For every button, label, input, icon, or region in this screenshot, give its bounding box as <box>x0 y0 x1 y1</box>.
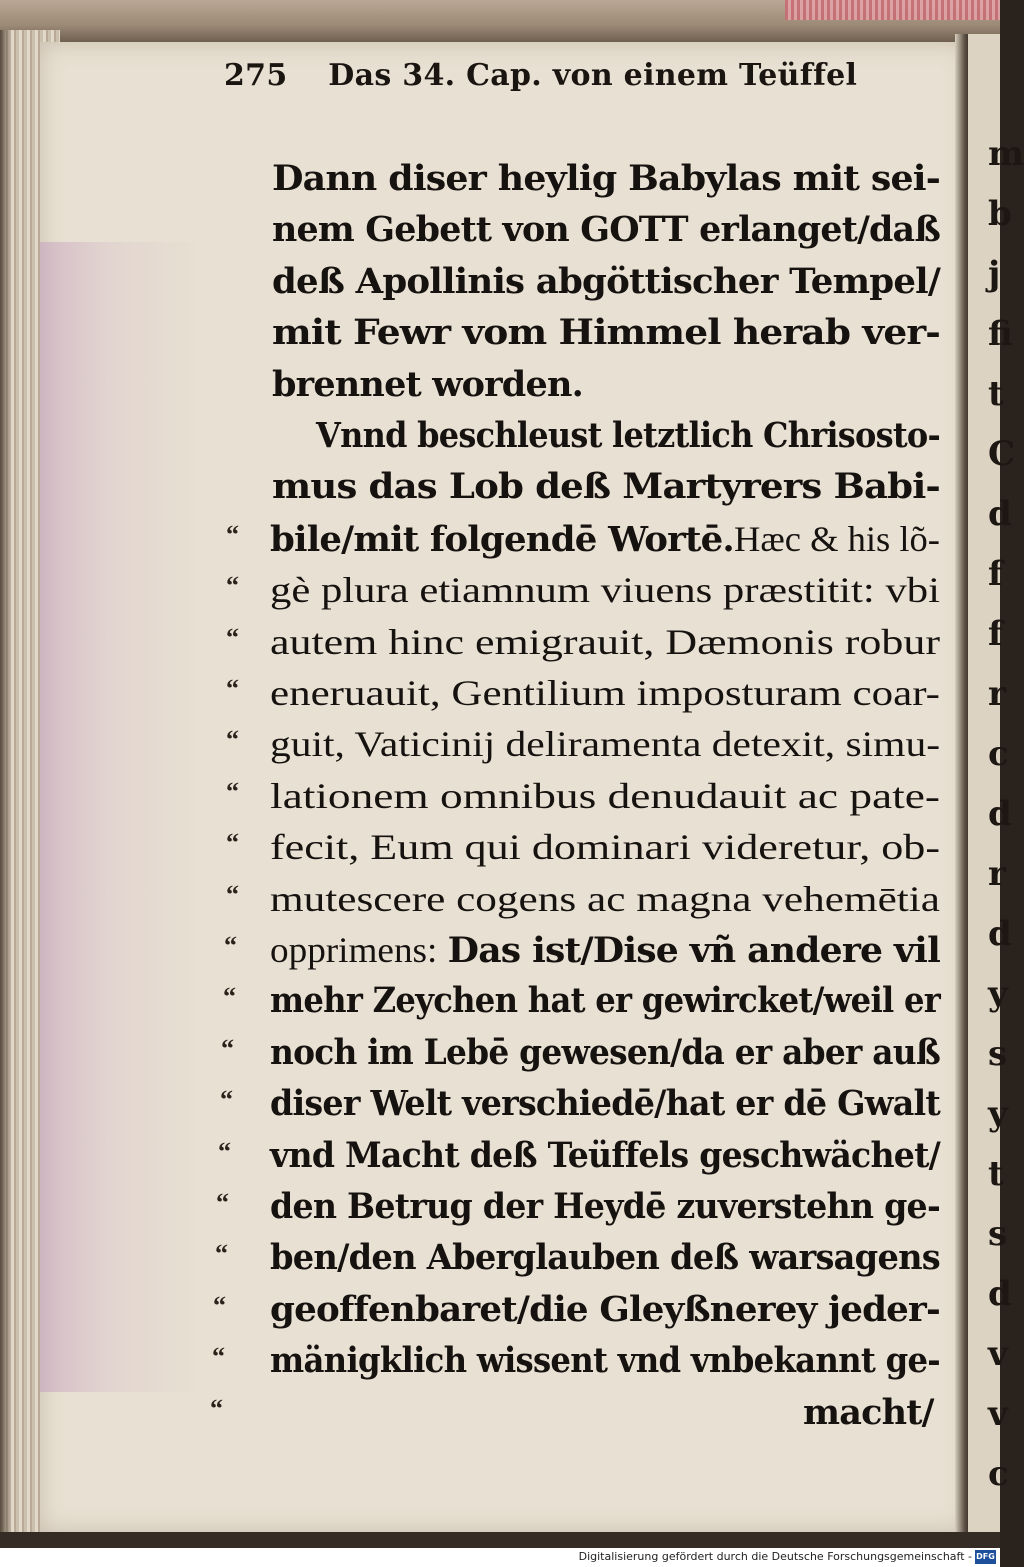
quotation-mark: “ <box>226 828 239 857</box>
quotation-mark: “ <box>218 1137 231 1166</box>
text-line <box>270 518 940 560</box>
quotation-mark: “ <box>223 982 236 1011</box>
adjacent-page-letter: b <box>988 194 1012 234</box>
text-line <box>272 209 943 250</box>
line-text: mutescere cogens ac magna vehemētia <box>270 879 940 919</box>
dfg-logo: DFG <box>975 1550 996 1564</box>
text-line <box>270 1135 978 1176</box>
line-text: autem hinc emigrauit, Dæmonis robur <box>270 622 940 662</box>
line-text: diser Welt verschiedē/hat er dē Gwalt <box>270 1083 941 1124</box>
quotation-mark: “ <box>226 725 239 754</box>
adjacent-page-letter: t <box>988 1154 1004 1194</box>
quotation-mark: “ <box>212 1342 225 1371</box>
line-text: ben/den Aberglauben deß warsagens <box>270 1237 940 1278</box>
adjacent-page-letter: d <box>988 494 1012 534</box>
adjacent-page-letter: t <box>988 374 1004 414</box>
text-line <box>270 1032 984 1073</box>
text-line <box>270 980 997 1021</box>
text-line <box>270 672 940 714</box>
page-edge-shadow <box>0 30 12 1567</box>
quotation-mark: “ <box>210 1394 223 1423</box>
line-text: guit, Vaticinij deliramenta detexit, simu- <box>270 724 941 764</box>
adjacent-page-letter: v <box>988 1334 1008 1374</box>
quotation-mark: “ <box>215 1239 228 1268</box>
text-line <box>270 569 941 611</box>
line-text: deß Apollinis abgöttischer Tempel/ <box>272 261 940 302</box>
text-line <box>270 826 941 868</box>
quotation-mark: “ <box>220 1085 233 1114</box>
text-line <box>272 466 940 507</box>
line-text: vnd Macht deß Teüffels geschwächet/ <box>270 1135 941 1176</box>
line-text: brennet worden. <box>272 364 583 405</box>
adjacent-page-letter: d <box>988 1274 1012 1314</box>
adjacent-page-letter: v <box>988 1394 1008 1434</box>
adjacent-page-letter: s <box>988 1214 1008 1254</box>
text-line <box>270 929 940 971</box>
adjacent-page-letter: r <box>988 674 1006 714</box>
text-line <box>316 415 999 456</box>
page-number: 275 <box>224 58 288 93</box>
quotation-mark: “ <box>213 1291 226 1320</box>
adjacent-page-letter: c <box>988 1454 1009 1494</box>
text-line <box>270 878 940 920</box>
line-text: Hæc & his lõ- <box>733 519 940 559</box>
text-line <box>803 1392 934 1433</box>
line-text: mit Fewr vom Himmel herab ver- <box>272 312 941 353</box>
line-text: mus das Lob deß Martyrers Babi- <box>272 466 940 507</box>
text-line <box>270 1237 967 1278</box>
adjacent-page-letter: fi <box>988 314 1013 354</box>
quotation-mark: “ <box>226 623 239 652</box>
adjacent-page-letter: C <box>988 434 1016 474</box>
adjacent-page-letter: m <box>988 134 1024 174</box>
text-line <box>270 621 940 663</box>
line-text: mehr Zeychen hat er gewircket/weil er <box>270 980 941 1021</box>
line-text: Das ist/Dise vñ andere vil <box>447 930 940 971</box>
line-text: macht/ <box>803 1392 934 1433</box>
adjacent-page-letter: f <box>988 554 1003 594</box>
line-text: lationem omnibus denudauit ac pate- <box>270 776 941 816</box>
quotation-mark: “ <box>221 1034 234 1063</box>
quotation-mark: “ <box>224 931 237 960</box>
text-line <box>270 1289 941 1330</box>
line-text: opprimens: <box>270 930 438 970</box>
text-line <box>272 364 583 405</box>
quotation-mark: “ <box>216 1188 229 1217</box>
page-header <box>224 58 858 93</box>
line-text: nem Gebett von GOTT erlanget/daß <box>272 209 941 250</box>
bookmark-ribbon <box>785 0 1000 20</box>
quotation-mark: “ <box>226 571 239 600</box>
digitization-credit: Digitalisierung gefördert durch die Deutsche Forschungsgemeinschaft - <box>578 1550 972 1563</box>
line-text: Vnnd beschleust letztlich Chrisosto- <box>316 415 941 456</box>
adjacent-page-letter: c <box>988 734 1009 774</box>
text-line <box>270 723 941 765</box>
adjacent-page-letter: y <box>988 1094 1008 1134</box>
text-line <box>272 158 941 199</box>
text-line <box>272 261 940 302</box>
adjacent-page-letter: f <box>988 614 1003 654</box>
text-line <box>270 1083 974 1124</box>
quotation-mark: “ <box>226 777 239 806</box>
line-text: gè plura etiamnum viuens præstitit: vbi <box>270 570 941 610</box>
text-line <box>270 775 941 817</box>
text-line <box>270 1340 995 1381</box>
line-text: geoffenbaret/die Gleyßnerey jeder- <box>270 1289 941 1330</box>
line-text: bile/mit folgendē Wortē. <box>270 519 734 560</box>
quotation-mark: “ <box>226 520 239 549</box>
line-text: fecit, Eum qui dominari videretur, ob- <box>270 827 941 867</box>
text-line <box>270 1186 976 1227</box>
adjacent-page-letter: s <box>988 1034 1008 1074</box>
adjacent-page-letter: d <box>988 914 1012 954</box>
line-text: noch im Lebē gewesen/da er aber auß <box>270 1032 941 1073</box>
line-text: mänigklich wissent vnd vnbekannt ge- <box>270 1340 940 1381</box>
quotation-mark: “ <box>226 880 239 909</box>
adjacent-page-letter: j <box>988 254 1001 294</box>
line-text: eneruauit, Gentilium imposturam coar- <box>270 673 940 713</box>
text-line <box>272 312 941 353</box>
quotation-mark: “ <box>226 674 239 703</box>
adjacent-page-letter: y <box>988 974 1008 1014</box>
running-title: Das 34. Cap. von einem Teüffel <box>328 58 858 93</box>
adjacent-page-letter: r <box>988 854 1006 894</box>
adjacent-page-letter: d <box>988 794 1012 834</box>
adjacent-page-edge <box>968 34 1024 1534</box>
line-text: den Betrug der Heydē zuverstehn ge- <box>270 1186 940 1227</box>
line-text: Dann diser heylig Babylas mit sei- <box>272 158 941 199</box>
